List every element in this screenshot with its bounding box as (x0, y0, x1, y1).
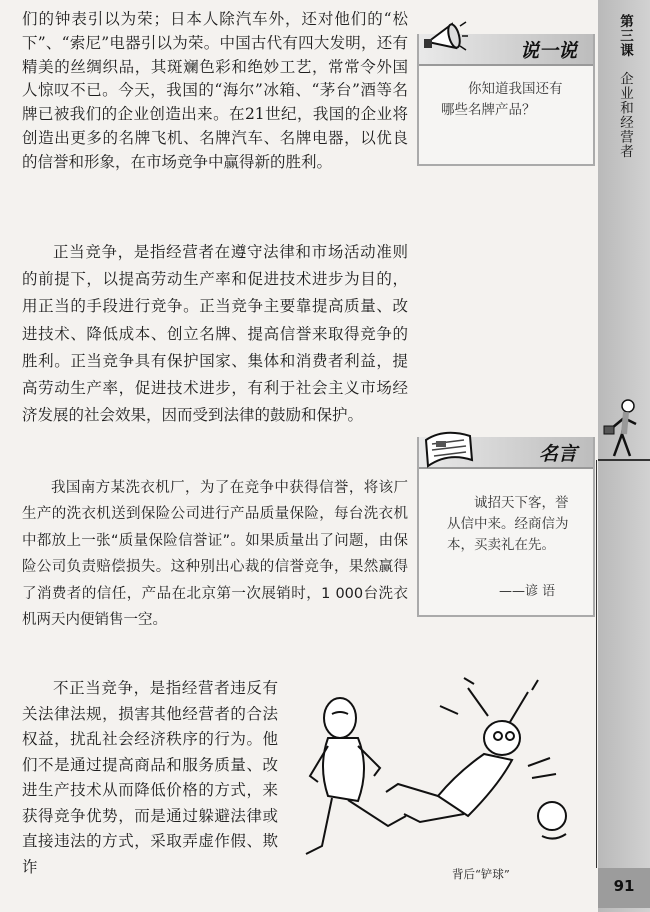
businessman-icon (600, 398, 646, 460)
quote-box-title: 名言 (538, 443, 577, 465)
figure-caption: 背后“铲球” (452, 867, 510, 881)
page-number: 91 (598, 868, 650, 908)
paragraph-intro: 们的钟表引以为荣；日本人除汽车外，还对他们的“松下”、“索尼”电器引以为荣。中国古代有四大发明，还有精美的丝绸织品，其斑斓色彩和绝妙工艺，常常令外国人惊叹不已。今天，我国的“海尔”冰箱、“茅台”酒等名牌已被我们的企业创造出来。在21世纪，我国的企业将创造出更多的名牌飞机、名牌汽车、名牌电器，以优良的信誉和形象，在市场竞争中赢得新的胜利。 (22, 10, 408, 171)
newspaper-icon (422, 426, 476, 470)
paragraph-case-washing-machine: 我国南方某洗衣机厂，为了在竞争中获得信誉，将该厂生产的洗衣机送到保险公司进行产品质量保险，每台洗衣机中都放上一张“质量保险信誉证”。如果质量出了问题，由保险公司负责赔偿损失。这种别出心裁的信誉竞争，果然赢得了消费者的信任，产品在北京第一次展销时，1 000台洗衣机两天内便销售一空。 (22, 480, 408, 629)
megaphone-icon (422, 18, 468, 58)
chapter-course: 第三课 (617, 14, 633, 58)
quote-source: ——谚 语 (499, 584, 556, 599)
chapter-topic: 企业和经营者 (617, 71, 633, 159)
quote-text: 诚招天下客，誉从信中来。经商信为本，买卖礼在先。 (447, 495, 569, 553)
paragraph-fair-competition: 正当竞争，是指经营者在遵守法律和市场活动准则的前提下，以提高劳动生产率和促进技术进步为目的，用正当的手段进行竞争。正当竞争主要靠提高质量、改进技术、降低成本、创立名牌、提高信誉来取得竞争的胜利。正当竞争具有保护国家、集体和消费者利益，提高劳动生产率，促进技术进步，有利于社会主义市场经济发展的社会效果，因而受到法律的鼓励和保护。 (22, 243, 408, 425)
chapter-title (611, 14, 635, 159)
cartoon-illustration (288, 676, 588, 866)
paragraph-unfair-competition: 不正当竞争，是指经营者违反有关法律法规，损害其他经营者的合法权益，扰乱社会经济秩序的行为。他们不是通过提高商品和服务质量、改进生产技术从而降低价格的方式，来获得竞争优势，而是通过躲避法律或直接违法的方式，采取弄虚作假、欺诈 (22, 679, 278, 876)
discussion-box-text: 你知道我国还有哪些名牌产品？ (441, 81, 563, 118)
margin-rule (596, 460, 597, 868)
discussion-box-title: 说一说 (519, 40, 577, 62)
